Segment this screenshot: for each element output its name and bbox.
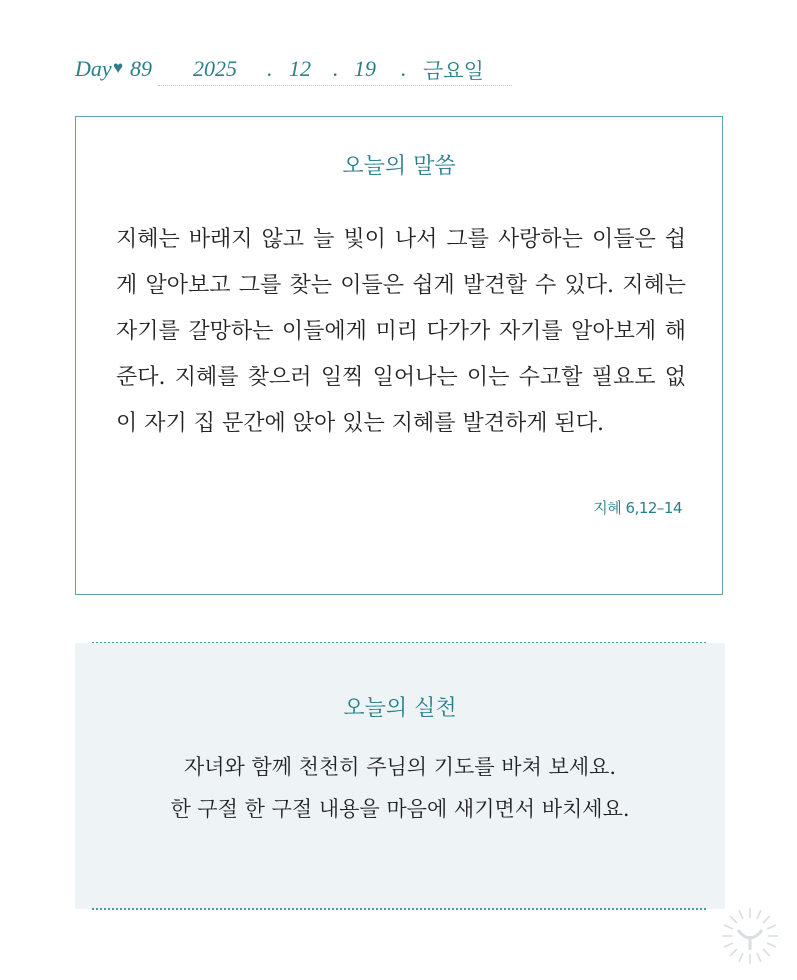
practice-box	[75, 643, 725, 909]
scripture-reference: 지혜 6,12–14	[593, 499, 682, 517]
date-separator: .	[267, 56, 273, 81]
day: 19	[354, 56, 376, 81]
day-label: Day	[75, 56, 112, 81]
scripture-box	[75, 116, 723, 595]
practice-title: 오늘의 실천	[343, 696, 457, 721]
scripture-title: 오늘의 말씀	[342, 154, 456, 179]
year: 2025	[193, 56, 237, 81]
sunburst-emblem-icon	[720, 906, 780, 966]
heart-icon: ♥	[113, 58, 124, 77]
date-header	[75, 52, 515, 88]
practice-line: 한 구절 한 구절 내용을 마음에 새기면서 바치세요.	[170, 797, 630, 821]
practice-line: 자녀와 함께 천천히 주님의 기도를 바쳐 보세요.	[183, 755, 617, 779]
dotted-divider-bottom	[92, 908, 706, 910]
month: 12	[289, 56, 311, 81]
day-number: 89	[130, 56, 152, 81]
scripture-passage: 지혜는 바래지 않고 늘 빛이 나서 그를 사랑하는 이들은 쉽게 알아보고 그를 찾는 이들은 쉽게 발견할 수 있다. 지혜는 자기를 갈망하는 이들에게 미리 다가가 자기를 알아보게 해 준다. 지혜를 찾으러 일찍 일어나는 이는 수고할 필요도 없이 자기 집 문간에 앉아 있는 지혜를 발견하게 된다.	[116, 227, 686, 436]
weekday: 금요일	[423, 59, 484, 83]
date-separator: .	[401, 56, 407, 81]
date-underline	[158, 85, 512, 86]
date-separator: .	[333, 56, 339, 81]
